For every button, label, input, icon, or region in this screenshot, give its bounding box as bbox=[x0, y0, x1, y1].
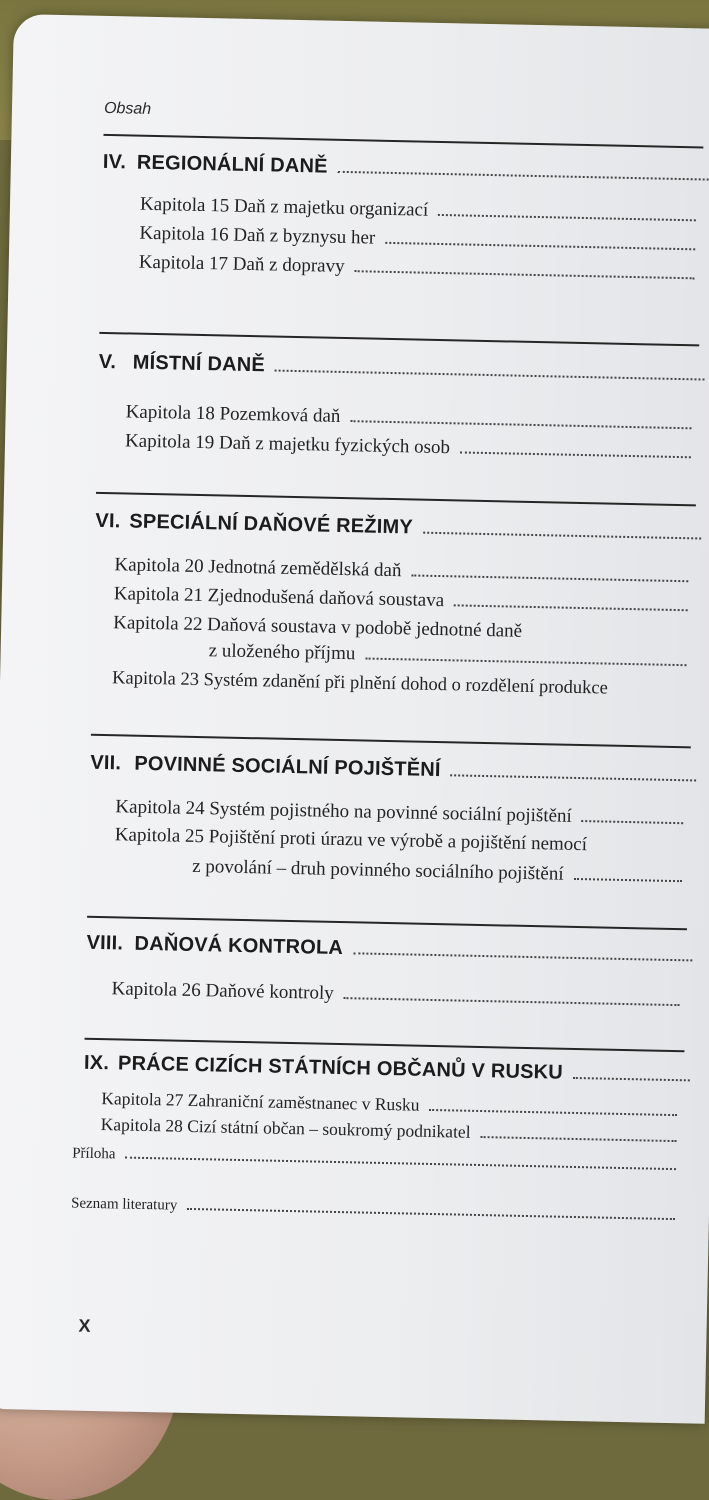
leader-dots bbox=[125, 1157, 676, 1171]
toc-entry bbox=[114, 583, 692, 617]
chapter-title-continued: z uloženého příjmu bbox=[208, 640, 356, 665]
bibliography-title: Seznam literatury bbox=[70, 1195, 178, 1214]
toc-entry bbox=[208, 640, 690, 672]
section-rule bbox=[87, 916, 687, 931]
section-rule bbox=[91, 734, 691, 749]
chapter-title: Kapitola 22 Daňová soustava v podobě jednotné daně bbox=[113, 612, 523, 642]
leader-dots bbox=[574, 878, 683, 882]
leader-dots bbox=[582, 820, 684, 824]
leader-dots bbox=[385, 242, 695, 250]
section-title: POVINNÉ SOCIÁLNÍ POJIŠTĚNÍ bbox=[134, 752, 441, 782]
toc-entry bbox=[139, 223, 699, 257]
section-rule bbox=[85, 1038, 685, 1053]
chapter-title: Kapitola 19 Daň z majetku fyzických osob bbox=[124, 430, 451, 459]
chapter-title: Kapitola 16 Daň z byznysu her bbox=[139, 222, 376, 249]
section-title: SPECIÁLNÍ DAŇOVÉ REŽIMY bbox=[129, 510, 414, 539]
book-page bbox=[0, 14, 709, 1424]
section-vi-heading bbox=[95, 510, 705, 546]
section-number: IV. bbox=[102, 150, 127, 174]
leader-dots bbox=[365, 657, 686, 666]
toc-entry bbox=[114, 554, 692, 588]
leader-dots bbox=[454, 604, 688, 611]
chapter-title: Kapitola 15 Daň z majetku organizací bbox=[139, 193, 429, 221]
chapter-title: Kapitola 25 Pojištění proti úrazu ve výrobě a pojištění nemocí bbox=[114, 824, 588, 856]
leader-dots bbox=[344, 997, 680, 1006]
section-rule bbox=[103, 134, 703, 149]
section-rule bbox=[96, 492, 696, 507]
leader-dots bbox=[187, 1208, 675, 1220]
leader-dots bbox=[573, 1077, 690, 1081]
toc-entry bbox=[111, 978, 683, 1012]
leader-dots bbox=[460, 451, 691, 458]
chapter-title: Kapitola 20 Jednotná zemědělská daň bbox=[114, 554, 402, 582]
section-number: VII. bbox=[90, 751, 122, 775]
leader-dots bbox=[275, 370, 705, 381]
section-number: VIII. bbox=[86, 931, 124, 955]
leader-dots bbox=[423, 532, 701, 540]
chapter-title: Kapitola 21 Zjednodušená daňová soustava bbox=[113, 583, 445, 612]
appendix-title: Příloha bbox=[71, 1145, 116, 1163]
leader-dots bbox=[411, 574, 688, 582]
section-viii-heading bbox=[86, 932, 696, 968]
page-number: X bbox=[78, 1315, 91, 1336]
section-ix-heading bbox=[84, 1052, 694, 1088]
toc-entry-bibliography bbox=[71, 1195, 679, 1225]
section-number: IX. bbox=[83, 1051, 110, 1075]
toc-entry bbox=[125, 430, 695, 464]
chapter-title: Kapitola 24 Systém pojistného na povinné sociální pojištění bbox=[115, 796, 573, 827]
toc-entry bbox=[192, 856, 686, 888]
section-v-heading bbox=[98, 351, 708, 387]
leader-dots bbox=[350, 420, 691, 429]
chapter-title: Kapitola 28 Cizí státní občan – soukromý podnikatel bbox=[100, 1114, 471, 1142]
leader-dots bbox=[353, 952, 692, 961]
leader-dots bbox=[429, 1109, 677, 1116]
leader-dots bbox=[451, 774, 697, 781]
chapter-title-continued: z povolání – druh povinného sociálního pojištění bbox=[191, 855, 564, 885]
section-iv-heading bbox=[103, 151, 709, 187]
toc-entry bbox=[140, 194, 700, 228]
running-header: Obsah bbox=[103, 99, 152, 118]
section-rule bbox=[99, 332, 699, 347]
leader-dots bbox=[480, 1136, 676, 1142]
toc-entry-appendix bbox=[72, 1145, 680, 1175]
section-number: V. bbox=[98, 350, 117, 374]
section-title: MÍSTNÍ DANĚ bbox=[132, 351, 266, 377]
section-number: VI. bbox=[95, 509, 121, 533]
leader-dots bbox=[438, 214, 696, 221]
section-title: REGIONÁLNÍ DANĚ bbox=[136, 151, 328, 178]
chapter-title: Kapitola 23 Systém zdanění při plnění dohod o rozdělení produkce bbox=[111, 668, 608, 699]
toc-entry bbox=[125, 401, 695, 435]
leader-dots bbox=[338, 171, 709, 181]
leader-dots bbox=[354, 270, 694, 279]
chapter-title: Kapitola 18 Pozemková daň bbox=[125, 401, 341, 427]
toc-entry bbox=[139, 252, 699, 286]
section-title: DAŇOVÁ KONTROLA bbox=[134, 932, 344, 960]
chapter-title: Kapitola 17 Daň z dopravy bbox=[138, 251, 345, 277]
chapter-title: Kapitola 26 Daňové kontroly bbox=[111, 978, 334, 1004]
section-title: PRÁCE CIZÍCH STÁTNÍCH OBČANŮ V RUSKU bbox=[117, 1052, 564, 1084]
section-vii-heading bbox=[90, 752, 700, 788]
chapter-title: Kapitola 27 Zahraniční zaměstnanec v Rusku bbox=[101, 1088, 420, 1115]
